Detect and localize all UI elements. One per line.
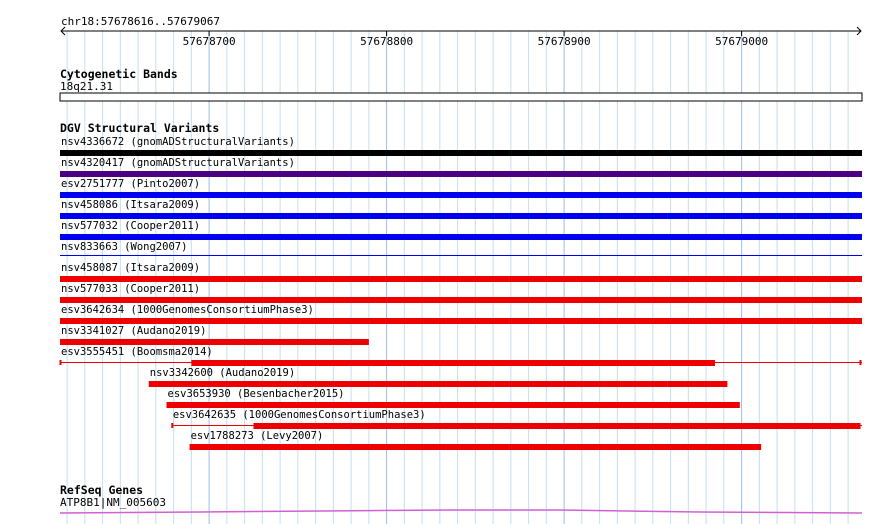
dgv-feature-label: nsv3342600 (Audano2019) bbox=[149, 367, 296, 379]
dgv-feature-label: nsv4336672 (gnomADStructuralVariants) bbox=[61, 136, 295, 148]
ruler-tick-label: 57678800 bbox=[360, 35, 414, 48]
dgv-feature[interactable] bbox=[149, 367, 728, 387]
cytoband-track-title: Cytogenetic Bands bbox=[60, 67, 178, 81]
dgv-feature-bar bbox=[60, 213, 862, 219]
dgv-feature[interactable] bbox=[60, 325, 369, 345]
dgv-feature-bar bbox=[167, 402, 740, 408]
dgv-feature-block bbox=[253, 423, 860, 429]
dgv-feature-label: esv3642635 (1000GenomesConsortiumPhase3) bbox=[172, 409, 426, 421]
dgv-feature-bar bbox=[149, 381, 728, 387]
dgv-feature-label: esv3555451 (Boomsma2014) bbox=[61, 346, 213, 358]
dgv-feature-label: nsv577033 (Cooper2011) bbox=[61, 283, 201, 295]
dgv-feature-label: esv2751777 (Pinto2007) bbox=[61, 178, 201, 190]
dgv-feature-block bbox=[191, 360, 715, 366]
dgv-track-title: DGV Structural Variants bbox=[60, 121, 220, 135]
dgv-feature[interactable] bbox=[167, 388, 740, 408]
ruler-tick-label: 57678700 bbox=[182, 35, 236, 48]
dgv-feature-label: nsv833663 (Wong2007) bbox=[61, 241, 188, 253]
dgv-feature-label: nsv4320417 (gnomADStructuralVariants) bbox=[61, 157, 295, 169]
dgv-feature-label: esv3642634 (1000GenomesConsortiumPhase3) bbox=[61, 304, 314, 316]
dgv-feature-label: esv3653930 (Besenbacher2015) bbox=[167, 388, 345, 400]
dgv-feature-bar bbox=[60, 234, 862, 240]
dgv-feature-label: nsv577032 (Cooper2011) bbox=[61, 220, 201, 232]
ruler-tick-label: 57679000 bbox=[715, 35, 769, 48]
refseq-track-title: RefSeq Genes bbox=[60, 483, 144, 497]
location-label: chr18:57678616..57679067 bbox=[61, 15, 220, 28]
cytoband-label: 18q21.31 bbox=[60, 80, 113, 93]
dgv-feature-bar bbox=[60, 276, 862, 282]
dgv-feature-label: esv1788273 (Levy2007) bbox=[190, 430, 324, 442]
dgv-feature-bar bbox=[60, 150, 862, 156]
dgv-feature-label: nsv458087 (Itsara2009) bbox=[61, 262, 201, 274]
dgv-feature-bar bbox=[60, 318, 862, 324]
dgv-feature-label: nsv458086 (Itsara2009) bbox=[61, 199, 201, 211]
dgv-feature-bar bbox=[60, 297, 862, 303]
ruler-tick-label: 57678900 bbox=[537, 35, 591, 48]
dgv-feature-label: nsv3341027 (Audano2019) bbox=[61, 325, 207, 337]
ruler bbox=[61, 15, 861, 48]
cytoband-band[interactable] bbox=[60, 93, 862, 101]
dgv-feature-bar bbox=[190, 444, 762, 450]
dgv-feature-bar bbox=[60, 339, 369, 345]
dgv-feature-bar bbox=[60, 171, 862, 177]
dgv-feature-bar bbox=[60, 255, 862, 256]
refseq-gene-label: ATP8B1|NM_005603 bbox=[60, 496, 166, 509]
dgv-feature-bar bbox=[60, 192, 862, 198]
dgv-feature[interactable] bbox=[172, 409, 862, 429]
